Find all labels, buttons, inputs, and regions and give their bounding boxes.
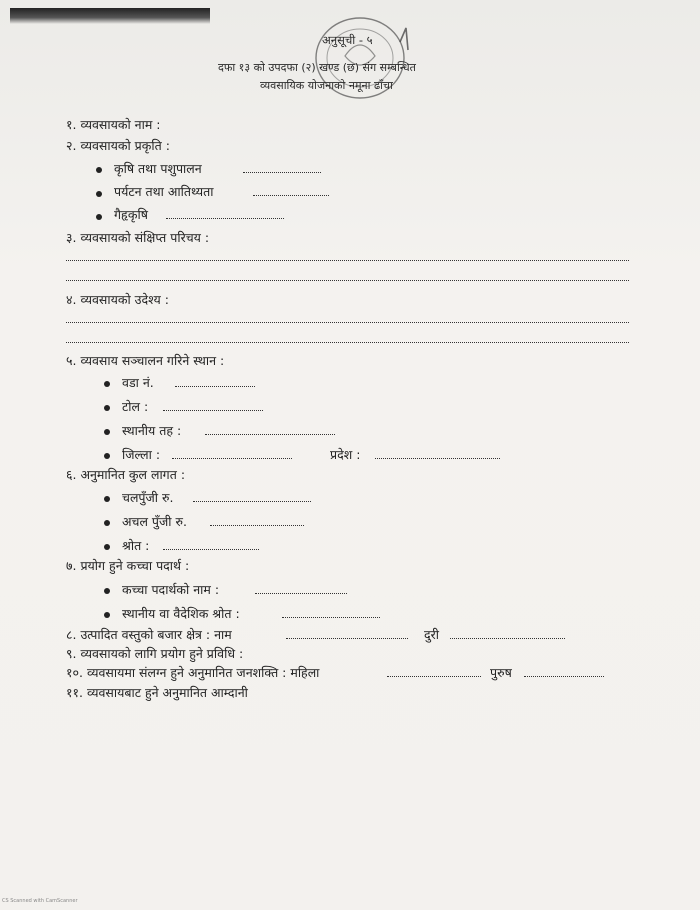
bullet bbox=[104, 588, 110, 594]
item-3-brief-intro: ३. व्यवसायको संक्षिप्त परिचय : bbox=[66, 230, 210, 245]
item-2-business-nature: २. व्यवसायको प्रकृति : bbox=[66, 138, 170, 153]
bullet bbox=[104, 612, 110, 618]
bullet bbox=[104, 453, 110, 459]
header-line-1: दफा १३ को उपदफा (२) खण्ड (छ) संग सम्बन्धित bbox=[218, 61, 416, 74]
fill-line-4a bbox=[66, 322, 629, 323]
fill-line-7a bbox=[255, 593, 347, 594]
item-5-location: ५. व्यवसाय सञ्चालन गरिने स्थान : bbox=[66, 353, 225, 368]
fill-line-6b bbox=[210, 525, 304, 526]
fill-line-6c bbox=[163, 549, 259, 550]
item-4-objective: ४. व्यवसायको उदेश्य : bbox=[66, 292, 169, 307]
fill-line-5a bbox=[175, 386, 255, 387]
scan-edge-shadow bbox=[10, 8, 210, 24]
fill-line-5d bbox=[172, 458, 292, 459]
bullet bbox=[104, 429, 110, 435]
bullet bbox=[104, 381, 110, 387]
item-2c-non-agriculture: गैहृकृषि bbox=[114, 207, 148, 222]
item-7-raw-materials: ७. प्रयोग हुने कच्चा पदार्थ : bbox=[66, 558, 190, 573]
item-6c-source: श्रोत : bbox=[122, 538, 150, 553]
fill-line-5c bbox=[205, 434, 335, 435]
fill-line-3b bbox=[66, 280, 629, 281]
bullet bbox=[96, 167, 102, 173]
item-5b-tole: टोल : bbox=[122, 399, 149, 414]
bullet bbox=[104, 544, 110, 550]
annex-label: अनुसूची - ५ bbox=[322, 33, 373, 47]
item-8-market-area: ८. उत्पादित वस्तुको बजार क्षेत्र : नाम bbox=[66, 627, 232, 642]
fill-line-6a bbox=[193, 501, 311, 502]
item-11-estimated-income: ११. व्यवसायबाट हुने अनुमानित आम्दानी bbox=[66, 685, 248, 700]
fill-line-2b bbox=[253, 195, 329, 196]
scanner-watermark: CS Scanned with CamScanner bbox=[2, 898, 78, 904]
item-1-business-name: १. व्यवसायको नाम : bbox=[66, 117, 161, 132]
bullet bbox=[96, 214, 102, 220]
item-2a-agriculture: कृषि तथा पशुपालन bbox=[114, 161, 202, 176]
fill-line-2c bbox=[166, 218, 284, 219]
item-8b-distance: दुरी bbox=[424, 627, 439, 642]
item-10-manpower: १०. व्यवसायमा संलग्न हुने अनुमानित जनशक्ति : महिला bbox=[66, 665, 320, 680]
fill-line-8a bbox=[286, 638, 408, 639]
item-10b-male: पुरुष bbox=[490, 665, 512, 680]
item-5c-local-level: स्थानीय तह : bbox=[122, 423, 182, 438]
item-5e-province: प्रदेश : bbox=[330, 447, 361, 462]
fill-line-5b bbox=[163, 410, 263, 411]
bullet bbox=[104, 405, 110, 411]
item-5a-ward: वडा नं. bbox=[122, 375, 154, 390]
fill-line-8b bbox=[450, 638, 565, 639]
bullet bbox=[96, 191, 102, 197]
item-6a-working-capital: चलपुँजी रु. bbox=[122, 490, 174, 505]
header-line-2: व्यवसायिक योजनाको नमूना ढाँचा bbox=[260, 79, 393, 92]
item-5d-district: जिल्ला : bbox=[122, 447, 161, 462]
item-6-estimated-cost: ६. अनुमानित कुल लागत : bbox=[66, 467, 186, 482]
fill-line-7b bbox=[282, 617, 380, 618]
bullet bbox=[104, 520, 110, 526]
fill-line-2a bbox=[243, 172, 321, 173]
fill-line-10b bbox=[524, 676, 604, 677]
fill-line-5e bbox=[375, 458, 500, 459]
fill-line-4b bbox=[66, 342, 629, 343]
item-7a-material-name: कच्चा पदार्थको नाम : bbox=[122, 582, 220, 597]
bullet bbox=[104, 496, 110, 502]
fill-line-3a bbox=[66, 260, 629, 261]
item-2b-tourism: पर्यटन तथा आतिथ्यता bbox=[114, 184, 214, 199]
item-6b-fixed-capital: अचल पुँजी रु. bbox=[122, 514, 187, 529]
item-9-technology: ९. व्यवसायको लागि प्रयोग हुने प्रविधि : bbox=[66, 646, 244, 661]
fill-line-10a bbox=[387, 676, 481, 677]
item-7b-material-source: स्थानीय वा वैदेशिक श्रोत : bbox=[122, 606, 240, 621]
